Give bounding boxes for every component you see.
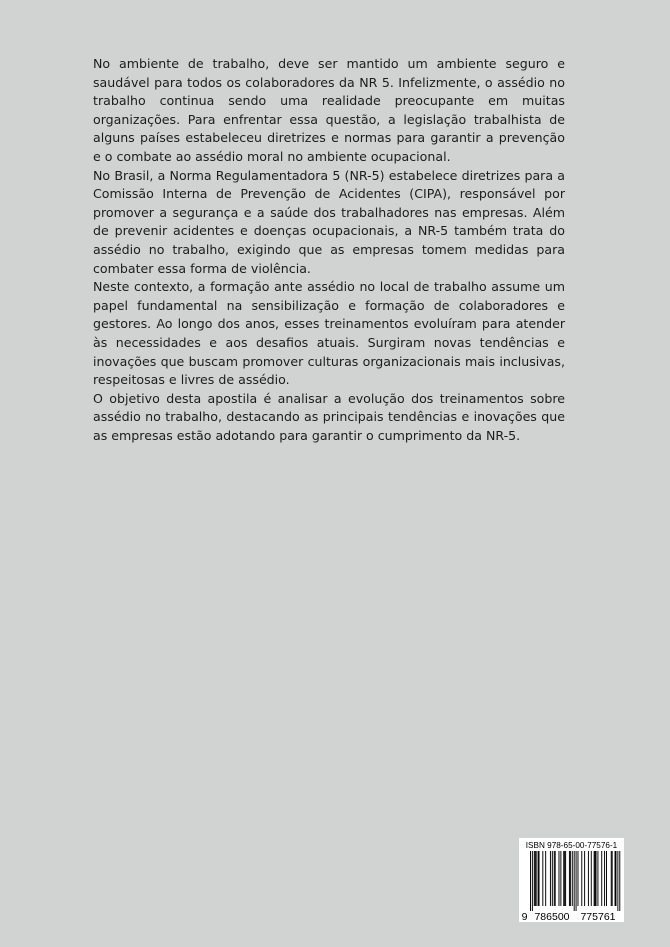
barcode-bar	[534, 851, 535, 906]
barcode-bar	[595, 851, 596, 906]
barcode-bar	[555, 851, 556, 906]
barcode-bar	[581, 851, 582, 906]
barcode-guard-bar	[617, 851, 618, 911]
barcode-graphic	[519, 838, 624, 922]
barcode-bar	[550, 851, 551, 906]
barcode-bar	[564, 851, 565, 906]
barcode-bar	[615, 851, 616, 906]
isbn-barcode-box	[519, 838, 624, 922]
barcode-bar	[536, 851, 537, 906]
barcode-bar	[554, 851, 555, 906]
paragraph-1: No ambiente de trabalho, deve ser mantido um ambiente seguro e saudável para todos os colaboradores da NR 5. Infelizmente, o assédio no trabalho continua sendo uma realidade preocupante em muitas organizações. Para enfrentar essa questão, a legislação trabalhista de alguns países estabeleceu diretrizes e normas para garantir a prevenção e o combate ao assédio moral no ambiente ocupacional.	[93, 56, 565, 164]
barcode-guard-bar	[619, 851, 620, 911]
barcode-guard-bar	[576, 851, 577, 911]
barcode-bar	[578, 851, 579, 906]
barcode-bar	[539, 851, 540, 906]
barcode-bar	[606, 851, 607, 906]
barcode-bar	[597, 851, 598, 906]
barcode-bar	[601, 851, 602, 906]
barcode-bar	[591, 851, 592, 906]
barcode-bar	[594, 851, 595, 906]
paragraph-3: Neste contexto, a formação ante assédio no local de trabalho assume um papel fundamental na sensibilização e formação de colaboradores e gestores. Ao longo dos anos, esses treinamentos evoluíram para atender às necessidades e aos desafios atuais. Surgiram novas tendências e inovações que buscam promover culturas organizacionais mais inclusivas, respeitosas e livres de assédio.	[93, 279, 565, 388]
barcode-bar	[596, 851, 597, 906]
barcode-bar	[542, 851, 543, 906]
barcode-bar	[611, 851, 612, 906]
barcode-bar	[560, 851, 561, 906]
barcode-bar	[570, 851, 571, 906]
barcode-bar	[604, 851, 605, 906]
barcode-bar	[616, 851, 617, 906]
barcode-bar	[559, 851, 560, 906]
barcode-bar	[565, 851, 566, 906]
barcode-bar	[569, 851, 570, 906]
barcode-bar	[545, 851, 546, 906]
paragraph-4: O objetivo desta apostila é analisar a evolução dos treinamentos sobre assédio no trabalho, destacando as principais tendências e inovações que as empresas estão adotando para garantir o cumprimento da NR-5.	[93, 390, 565, 443]
barcode-guard-bar	[532, 851, 533, 911]
barcode-bar	[572, 851, 573, 906]
barcode-bar	[588, 851, 589, 906]
barcode-bar	[535, 851, 536, 906]
barcode-digit-first: 9	[521, 911, 528, 922]
barcode-bar	[612, 851, 613, 906]
barcode-bar	[538, 851, 539, 906]
paragraph-2: No Brasil, a Norma Regulamentadora 5 (NR-5) estabelece diretrizes para a Comissão Interna de Prevenção de Acidentes (CIPA), responsável por promover a segurança e a saúde dos trabalhadores nas empresas. Além de prevenir acidentes e doenças ocupacionais, a NR-5 também trata do assédio no trabalho, exigindo que as empresas tomem medidas para combater essa forma de violência.	[93, 167, 565, 276]
barcode-guard-bar	[530, 851, 531, 911]
barcode-bar	[584, 851, 585, 906]
barcode-digits-left: 786500	[534, 911, 570, 922]
barcode-digits-right: 775761	[580, 911, 616, 922]
barcode-bar	[563, 851, 564, 906]
body-text	[93, 55, 565, 445]
isbn-label: ISBN 978-65-00-77576-1	[525, 841, 618, 850]
barcode-bars	[530, 851, 620, 911]
barcode-guard-bar	[574, 851, 575, 911]
barcode-bar	[552, 851, 553, 906]
